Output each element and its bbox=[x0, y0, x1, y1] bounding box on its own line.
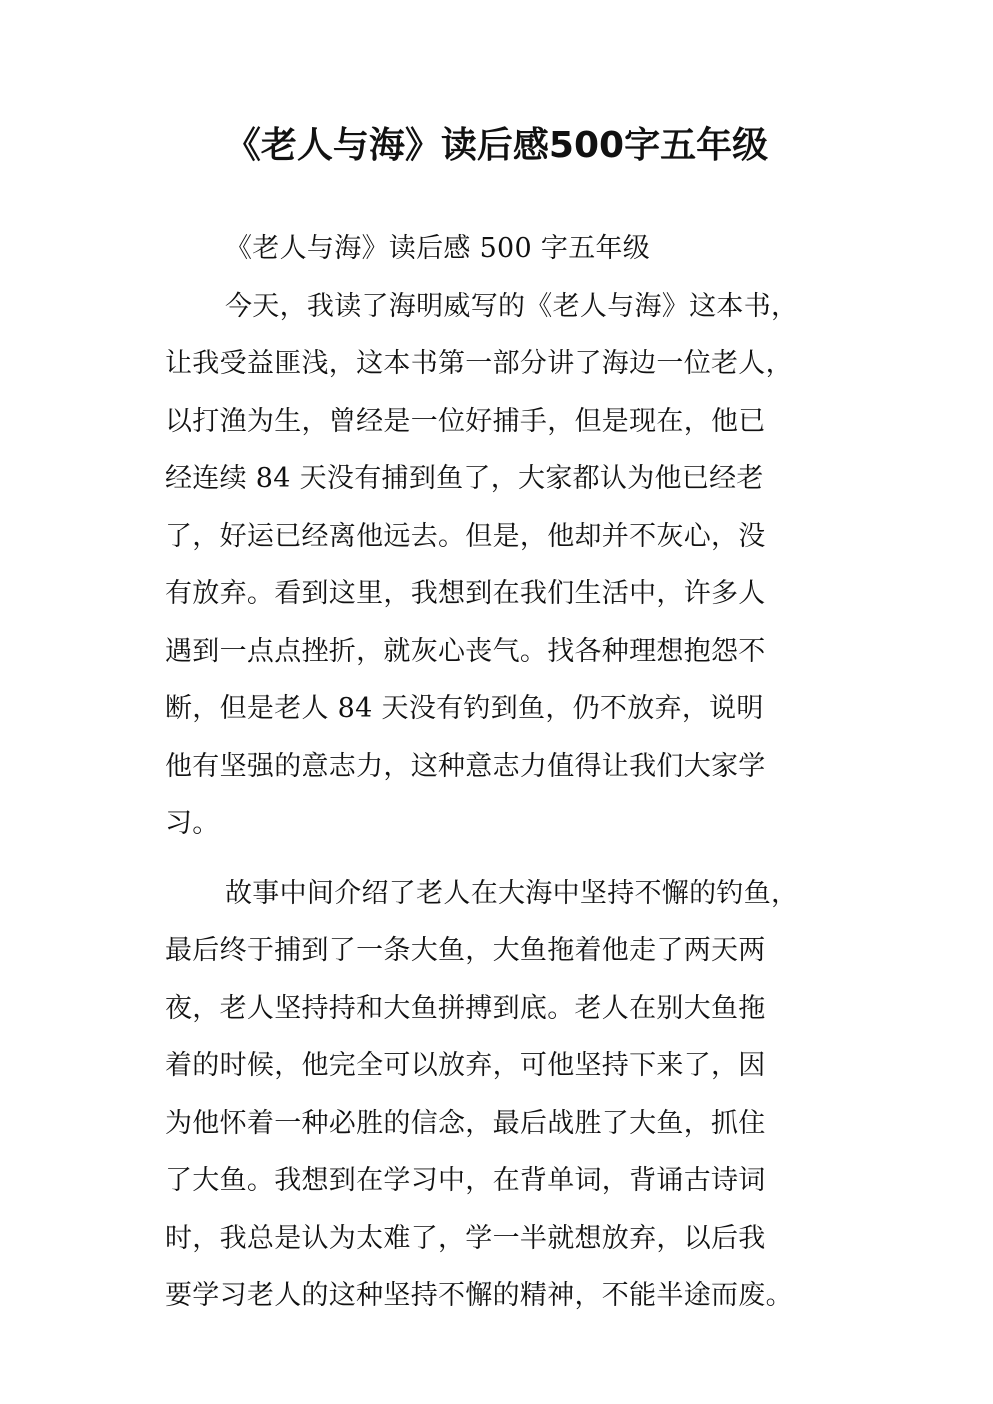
document-body bbox=[165, 220, 845, 1325]
paragraph-line: 着的时候，他完全可以放弃，可他坚持下来了，因 bbox=[165, 1050, 766, 1081]
paragraph-line: 夜，老人坚持持和大鱼拼搏到底。老人在别大鱼拖 bbox=[165, 992, 766, 1024]
paragraph-line: 遇到一点点挫折，就灰心丧气。找各种理想抱怨不 bbox=[165, 635, 766, 667]
paragraph-line: 有放弃。看到这里，我想到在我们生活中，许多人 bbox=[165, 578, 766, 609]
paragraph-line: 断，但是老人 84 天没有钓到鱼，仍不放弃，说明 bbox=[165, 693, 764, 724]
document-subtitle: 《老人与海》读后感 500 字五年级 bbox=[225, 233, 651, 264]
paragraph bbox=[165, 865, 845, 1325]
paragraph-line: 他有坚强的意志力，这种意志力值得让我们大家学 bbox=[165, 750, 766, 782]
paragraph-line: 以打渔为生，曾经是一位好捕手，但是现在，他已 bbox=[165, 405, 766, 437]
paragraph-line: 经连续 84 天没有捕到鱼了，大家都认为他已经老 bbox=[165, 463, 764, 494]
paragraph-line: 故事中间介绍了老人在大海中坚持不懈的钓鱼， bbox=[225, 877, 799, 909]
paragraph-line: 最后终于捕到了一条大鱼，大鱼拖着他走了两天两 bbox=[165, 935, 766, 966]
paragraph-line: 为他怀着一种必胜的信念，最后战胜了大鱼，抓住 bbox=[165, 1107, 766, 1139]
paragraph-line: 习。 bbox=[165, 808, 220, 839]
paragraph-line: 今天，我读了海明威写的《老人与海》这本书， bbox=[225, 290, 799, 322]
paragraph-spacer bbox=[165, 853, 845, 865]
paragraph-line: 要学习老人的这种坚持不懈的精神，不能半途而废。 bbox=[165, 1280, 793, 1311]
paragraph bbox=[165, 278, 845, 853]
document-title: 《老人与海》读后感500字五年级 bbox=[224, 125, 769, 166]
paragraph-line: 让我受益匪浅，这本书第一部分讲了海边一位老人， bbox=[165, 348, 793, 379]
paragraph-line: 时，我总是认为太难了，学一半就想放弃，以后我 bbox=[165, 1222, 766, 1254]
paragraph-line: 了，好运已经离他远去。但是，他却并不灰心，没 bbox=[165, 520, 766, 552]
paragraph-line: 了大鱼。我想到在学习中，在背单词，背诵古诗词 bbox=[165, 1165, 766, 1196]
